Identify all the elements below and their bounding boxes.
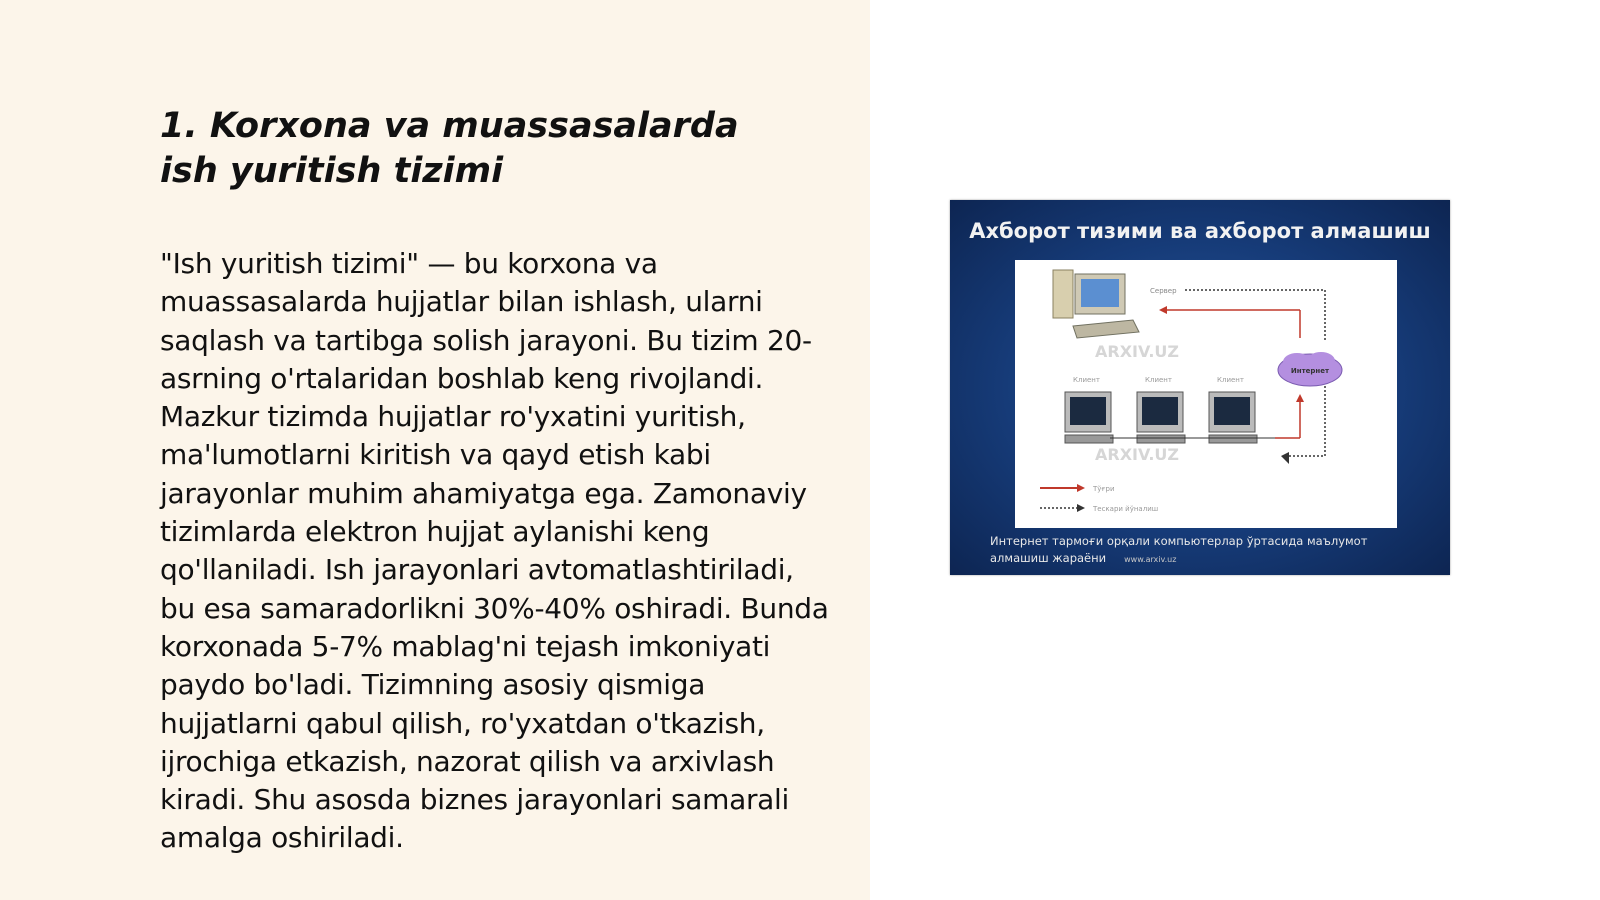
dotted-connection-top — [1150, 287, 1325, 340]
figure-caption-line-2 — [990, 550, 1430, 568]
workstation-icon-1 — [1065, 376, 1113, 443]
figure-caption-line-2-text: алмашиш жараёни — [990, 551, 1107, 565]
figure-caption-line-1: Интернет тармоғи орқали компьютерлар ўртасида маълумот — [990, 534, 1368, 548]
svg-text:Сервер: Сервер — [1150, 287, 1177, 295]
workstation-icon-3 — [1209, 376, 1257, 443]
red-arrow-top — [1159, 306, 1300, 338]
svg-text:Клиент: Клиент — [1145, 376, 1172, 384]
svg-text:Тўғри: Тўғри — [1093, 485, 1115, 493]
slide-body-text: "Ish yuritish tizimi" — bu korxona va muassasalarda hujjatlar bilan ishlash, ularni saqlash va tartibga solish jarayoni. Bu tizim 20-asrning o'rtalaridan boshlab keng rivojlandi. Mazkur tizimda hujjatlar ro'yxatini yuritish, ma'lumotlarni kiritish va qayd etish kabi jarayonlar muhim ahamiyatga ega. Zamonaviy tizimlarda elektron hujjat aylanishi keng qo'llaniladi. Ish jarayonlari avtomatlashtiriladi, bu esa samaradorlikni 30%-40% oshiradi. Bunda korxonada 5-7% mablag'ni tejash imkoniyati paydo bo'ladi. Tizimning asosiy qismiga hujjatlarni qabul qilish, ro'yxatdan o'tkazish, ijrochiga etkazish, nazorat qilish va arxivlash kiradi. Shu asosda biznes jarayonlari samarali amalga oshiriladi. — [160, 247, 829, 855]
figure-diagram — [1015, 260, 1397, 528]
figure-caption — [990, 533, 1430, 568]
server-computer-icon — [1053, 270, 1139, 338]
internet-label: Интернет — [1290, 367, 1330, 375]
internet-cloud-icon — [1278, 352, 1342, 386]
svg-text:Тескари йўналиш: Тескари йўналиш — [1093, 505, 1159, 513]
svg-text:Клиент: Клиент — [1073, 376, 1100, 384]
figure-url: www.arxiv.uz — [1124, 555, 1177, 564]
network-diagram-image — [950, 200, 1450, 575]
slide-title: 1. Korxona va muassasalarda ish yuritish tizimi — [160, 106, 739, 191]
figure-title: Ахборот тизими ва ахборот алмашиш — [969, 219, 1431, 243]
watermark-bottom: ARXIV.UZ — [1095, 445, 1179, 464]
svg-text:Клиент: Клиент — [1217, 376, 1244, 384]
diagram-legend — [1040, 484, 1158, 513]
watermark-top: ARXIV.UZ — [1095, 342, 1179, 361]
workstation-icon-2 — [1137, 376, 1185, 443]
network-diagram-svg — [1015, 260, 1397, 528]
